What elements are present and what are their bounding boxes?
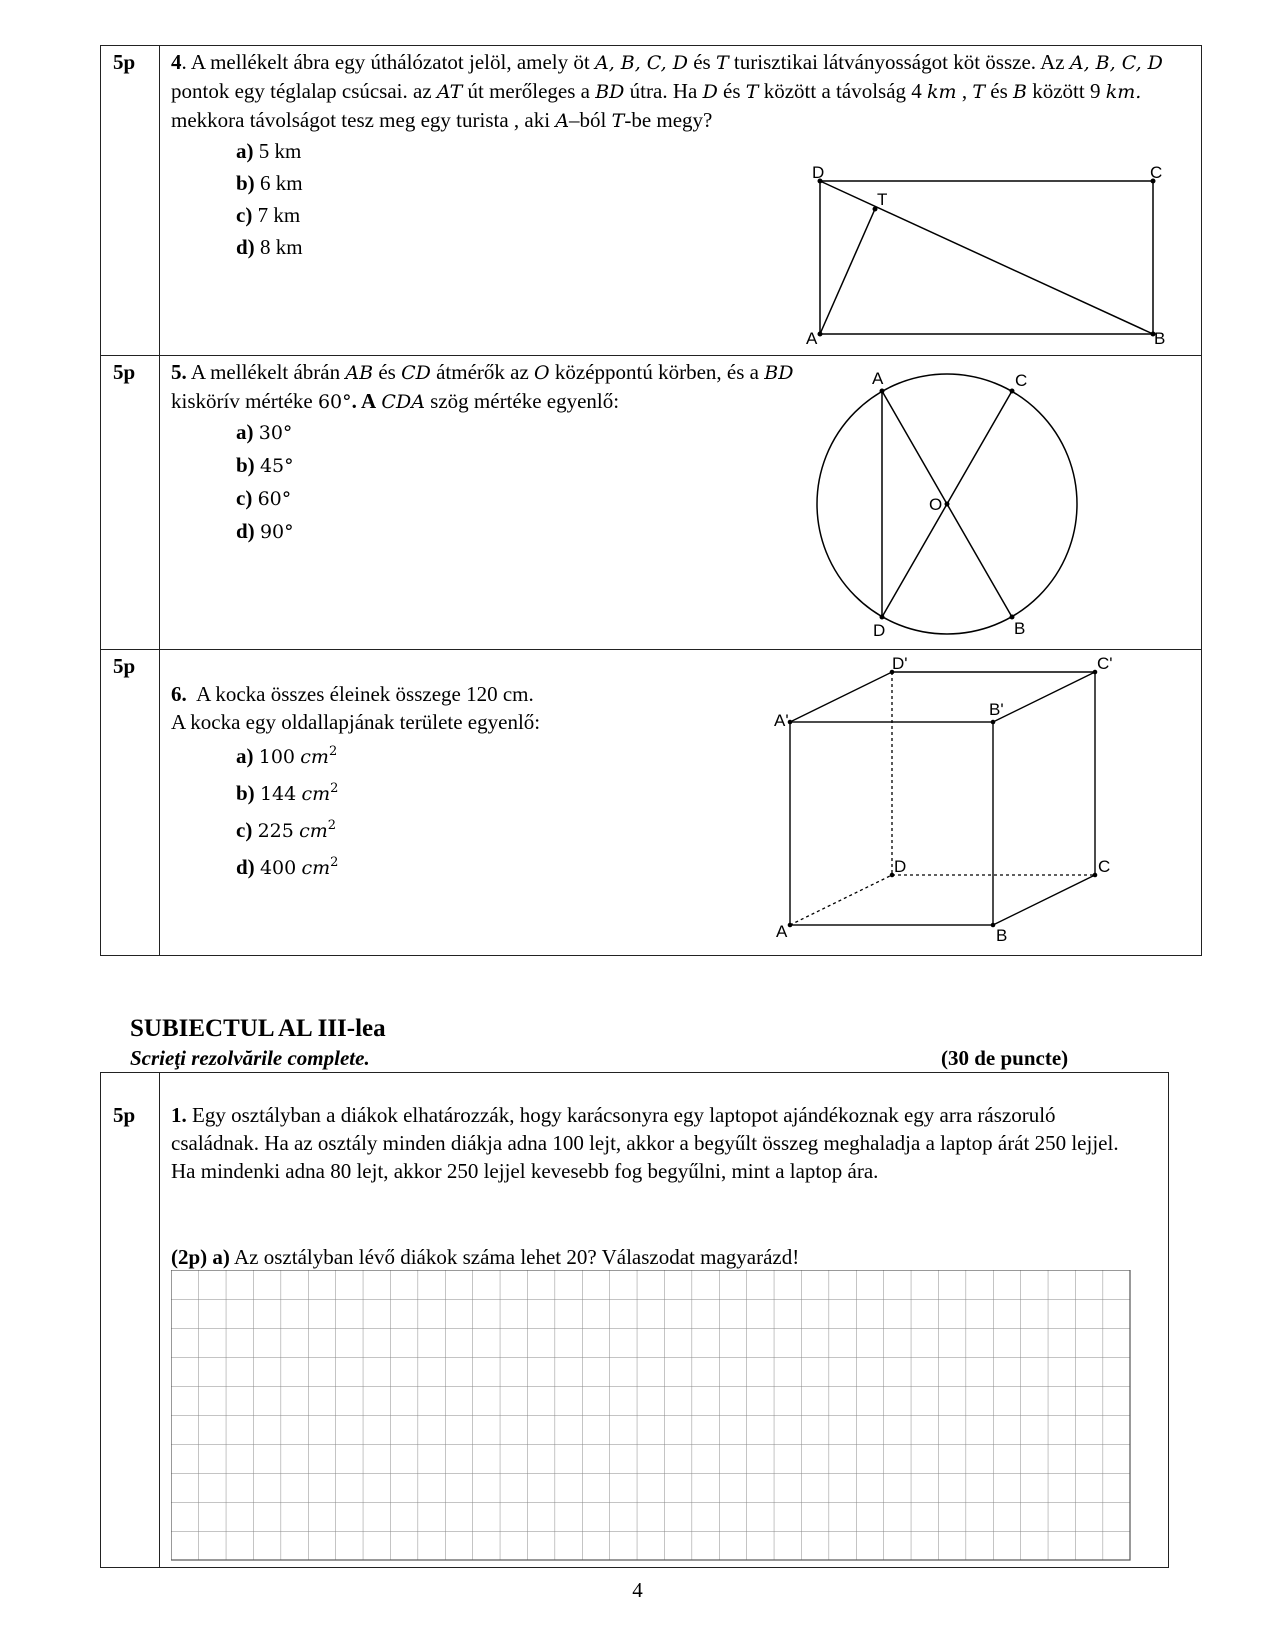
point-c xyxy=(1093,873,1098,878)
label-t: T xyxy=(877,190,888,209)
question-4-text: 4. A mellékelt ábra egy úthálózatot jelöl, amely öt A, B, C, D és T turisztikai látványosságot köt össze. Az A, B, C, D pontok egy téglalap csúcsai. az AT út merőleges a BD útra. Ha D és T között a távolság 4 km , T és B között 9 km. mekkora távolságot tesz meg egy turista , aki A–ból T-be megy? xyxy=(171,50,1163,132)
label-c: C xyxy=(1015,371,1028,390)
question-number: 6. xyxy=(171,682,187,706)
label-a: A xyxy=(806,329,818,348)
problem-text: 1. Egy osztályban a diákok elhatározzák, hogy karácsonyra egy laptopot ajándékoznak egy arra rászoruló családnak. Ha az osztály minden diákja adna 100 lejt, akkor a begyűlt összeg meghaladja a laptop árát 250 lejjel. Ha mindenki adna 80 lejt, akkor 250 lejjel kevesebb fog begyűlni, mint a laptop ára. xyxy=(171,1103,1119,1183)
edge-a1d1 xyxy=(790,672,892,722)
circle-figure xyxy=(810,364,1090,649)
label-a1: A' xyxy=(774,711,789,730)
question-5-cell xyxy=(160,356,1202,650)
question-5-row xyxy=(101,356,1202,650)
answer-grid[interactable] xyxy=(171,1270,1131,1562)
question-number: 4 xyxy=(171,50,182,74)
option-c[interactable]: c) 7 km xyxy=(236,203,301,227)
option-d[interactable]: d) 400 $cm^2$ xyxy=(236,855,339,879)
option-b[interactable]: b) 144 $cm^2$ xyxy=(236,781,339,805)
column-divider xyxy=(159,1073,160,1567)
question-6-text: 6. A kocka összes éleinek összege 120 cm. A kocka egy oldallapjának területe egyenlő: xyxy=(171,682,541,734)
label-d: D xyxy=(894,857,907,876)
label-b: B xyxy=(1154,329,1166,348)
edge-bc xyxy=(993,875,1095,925)
cube-figure xyxy=(760,652,1160,952)
option-b[interactable]: b) 6 km xyxy=(236,171,303,195)
segment-bd xyxy=(820,181,1153,334)
label-d1: D' xyxy=(892,654,908,673)
question-6-cell xyxy=(160,650,1202,956)
option-a[interactable]: a) 30° xyxy=(236,420,293,444)
hidden-edge-ad xyxy=(790,875,892,925)
label-d: D xyxy=(873,621,886,640)
point-b xyxy=(991,923,996,928)
option-d[interactable]: d) 90° xyxy=(236,519,294,543)
label-o: O xyxy=(929,495,943,514)
questions-table xyxy=(100,45,1202,956)
label-b: B xyxy=(996,926,1008,945)
label-b1: B' xyxy=(989,700,1004,719)
problem-part-a: (2p) a) Az osztályban lévő diákok száma lehet 20? Válaszodat magyarázd! xyxy=(171,1245,800,1269)
option-a[interactable]: a) 100 $cm^2$ xyxy=(236,744,338,768)
label-a: A xyxy=(872,369,884,388)
question-number: 5. xyxy=(171,360,187,384)
point-a xyxy=(880,389,885,394)
rectangle-figure xyxy=(780,161,1170,351)
point-b1 xyxy=(991,720,996,725)
page-number: 4 xyxy=(632,1578,643,1602)
edge-b1c1 xyxy=(993,672,1095,722)
section-title: SUBIECTUL AL III-lea xyxy=(130,1015,386,1042)
question-6-row xyxy=(101,650,1202,956)
label-d: D xyxy=(812,163,825,182)
label-c: C xyxy=(1098,857,1111,876)
label-b: B xyxy=(1014,619,1026,638)
label-c1: C' xyxy=(1097,654,1113,673)
point-d xyxy=(880,615,885,620)
option-c[interactable]: c) 225 $cm^2$ xyxy=(236,818,337,842)
points-label: 5p xyxy=(113,1103,136,1127)
points-cell xyxy=(101,46,160,356)
option-c[interactable]: c) 60° xyxy=(236,486,292,510)
point-a xyxy=(818,332,823,337)
question-4-row xyxy=(101,46,1202,356)
points-label: 5p xyxy=(113,50,136,74)
option-d[interactable]: d) 8 km xyxy=(236,235,303,259)
section-points: (30 de puncte) xyxy=(941,1046,1069,1070)
question-5-text: 5. A mellékelt ábrán AB és CD átmérők az O középpontú körben, és a BD kiskörív mértéke 60°. A CDA szög mértéke egyenlő: xyxy=(171,360,794,413)
label-c: C xyxy=(1150,163,1163,182)
points-cell xyxy=(101,356,160,650)
point-c xyxy=(1010,389,1015,394)
option-b[interactable]: b) 45° xyxy=(236,453,294,477)
point-o xyxy=(945,502,950,507)
points-label: 5p xyxy=(113,360,136,384)
question-4-cell xyxy=(160,46,1202,356)
label-a: A xyxy=(776,922,788,941)
section-subtitle: Scrieţi rezolvările complete. xyxy=(130,1046,370,1070)
option-a[interactable]: a) 5 km xyxy=(236,139,302,163)
points-label: 5p xyxy=(113,654,136,678)
segment-at xyxy=(820,209,875,334)
section-3-question-1 xyxy=(100,1072,1169,1568)
points-cell xyxy=(101,650,160,956)
point-a xyxy=(788,923,793,928)
